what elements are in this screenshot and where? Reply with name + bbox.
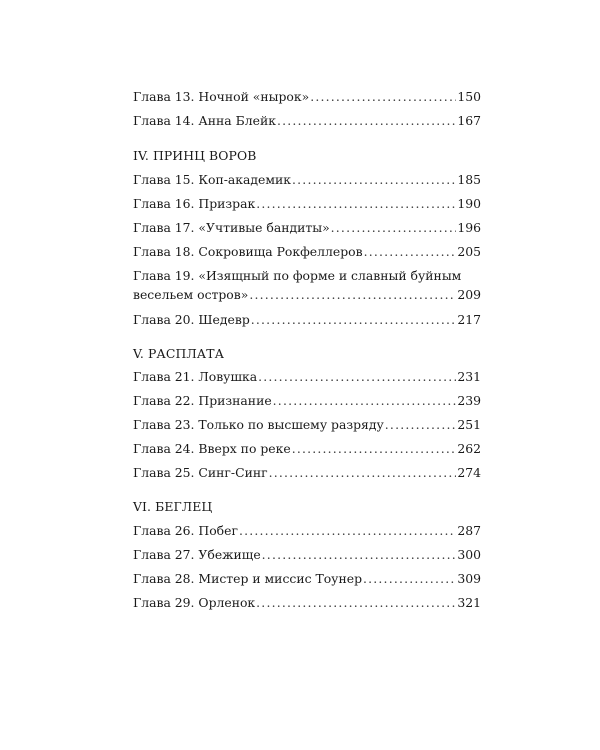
part-heading-v: V. РАСПЛАТА [133, 346, 225, 361]
entry-title: Глава 25. Синг-Синг [133, 465, 268, 480]
entry-title: Глава 22. Признание [133, 393, 272, 408]
entry-title: Глава 20. Шедевр [133, 312, 250, 327]
leader-dots [256, 593, 456, 612]
leader-dots [310, 87, 456, 106]
toc-entry-chapter-18[interactable] [133, 242, 481, 261]
entry-page: 231 [457, 369, 481, 384]
entry-title: Глава 15. Коп-академик [133, 172, 292, 187]
entry-title: Глава 28. Мистер и миссис Тоунер [133, 571, 362, 586]
toc-entry-chapter-16[interactable] [133, 194, 481, 213]
entry-title: Глава 26. Побег [133, 523, 238, 538]
leader-dots [385, 415, 457, 434]
entry-page: 274 [457, 465, 481, 480]
toc-entry-chapter-27[interactable] [133, 545, 481, 564]
entry-page: 287 [457, 523, 481, 538]
leader-dots [249, 285, 456, 304]
leader-dots [277, 111, 456, 130]
entry-title: Глава 27. Убежище [133, 547, 261, 562]
entry-page: 239 [457, 393, 481, 408]
leader-dots [331, 218, 457, 237]
part-heading-vi: VI. БЕГЛЕЦ [133, 499, 213, 514]
toc-entry-chapter-21[interactable] [133, 367, 481, 386]
toc-entry-chapter-28[interactable] [133, 569, 481, 588]
toc-entry-chapter-22[interactable] [133, 391, 481, 410]
leader-dots [292, 170, 456, 189]
entry-page: 209 [457, 287, 481, 302]
entry-page: 309 [457, 571, 481, 586]
leader-dots [269, 463, 457, 482]
entry-page: 150 [457, 89, 481, 104]
toc-entry-chapter-13[interactable] [133, 87, 481, 106]
entry-page: 190 [457, 196, 481, 211]
toc-entry-chapter-23[interactable] [133, 415, 481, 434]
toc-entry-chapter-25[interactable] [133, 463, 481, 482]
leader-dots [363, 569, 456, 588]
toc-entry-chapter-17[interactable] [133, 218, 481, 237]
entry-page: 217 [457, 312, 481, 327]
entry-title: Глава 13. Ночной «нырок» [133, 89, 310, 104]
entry-title: Глава 21. Ловушка [133, 369, 258, 384]
entry-page: 205 [457, 244, 481, 259]
entry-page: 251 [457, 417, 481, 432]
toc-entry-chapter-14[interactable] [133, 111, 481, 130]
leader-dots [364, 242, 457, 261]
entry-page: 321 [457, 595, 481, 610]
leader-dots [258, 367, 456, 386]
entry-page: 185 [457, 172, 481, 187]
leader-dots [292, 439, 457, 458]
part-heading-iv: IV. ПРИНЦ ВОРОВ [133, 148, 257, 163]
entry-page: 167 [457, 113, 481, 128]
toc-entry-chapter-19[interactable] [133, 266, 481, 304]
toc-entry-chapter-20[interactable] [133, 310, 481, 329]
entry-title: Глава 14. Анна Блейк [133, 113, 276, 128]
entry-page: 262 [457, 441, 481, 456]
leader-dots [239, 521, 456, 540]
entry-page: 196 [457, 220, 481, 235]
toc-entry-chapter-29[interactable] [133, 593, 481, 612]
toc-entry-chapter-26[interactable] [133, 521, 481, 540]
toc-entry-chapter-24[interactable] [133, 439, 481, 458]
toc-entry-chapter-15[interactable] [133, 170, 481, 189]
leader-dots [273, 391, 457, 410]
entry-title: Глава 24. Вверх по реке [133, 441, 291, 456]
entry-title: Глава 16. Призрак [133, 196, 256, 211]
entry-title: Глава 29. Орленок [133, 595, 256, 610]
entry-title: весельем остров» [133, 287, 249, 302]
entry-title: Глава 23. Только по высшему разряду [133, 417, 384, 432]
entry-title-line-1: Глава 19. «Изящный по форме и славный буйным [133, 268, 462, 283]
entry-title: Глава 17. «Учтивые бандиты» [133, 220, 330, 235]
leader-dots [256, 194, 456, 213]
leader-dots [262, 545, 457, 564]
entry-title: Глава 18. Сокровища Рокфеллеров [133, 244, 363, 259]
entry-page: 300 [457, 547, 481, 562]
leader-dots [251, 310, 457, 329]
